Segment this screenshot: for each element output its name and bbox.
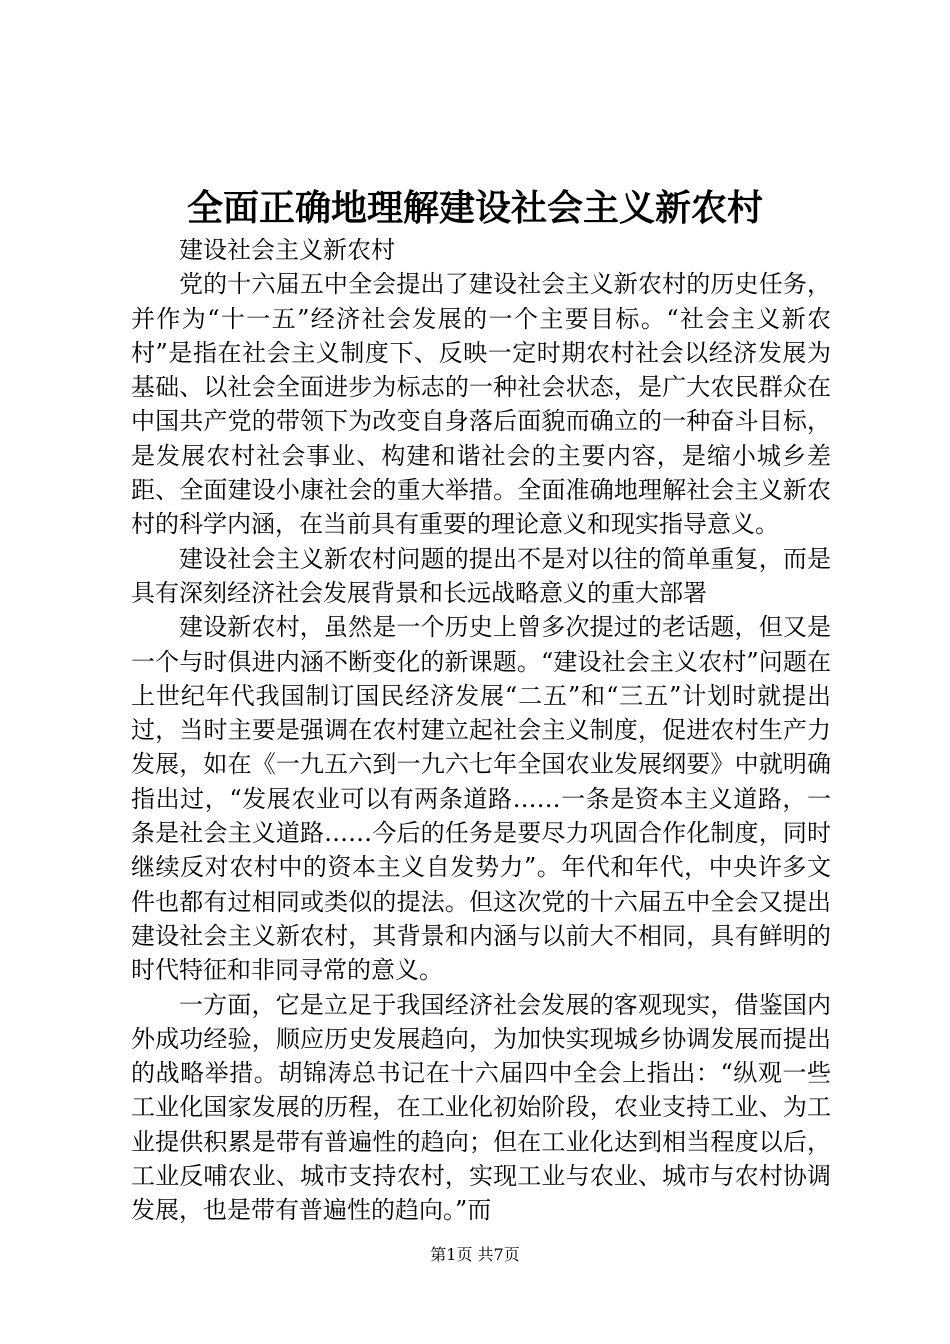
paragraph: 党的十六届五中全会提出了建设社会主义新农村的历史任务，并作为“十一五”经济社会发展的一个主要目标。“社会主义新农村”是指在社会主义制度下、反映一定时期农村社会以经济发展为基础、以社会全面进步为标志的一种社会状态，是广大农民群众在中国共产党的带领下为改变自身落后面貌而确立的一种奋斗目标，是发展农村社会事业、构建和谐社会的主要内容，是缩小城乡差距、全面建设小康社会的重大举措。全面准确地理解社会主义新农村的科学内涵，在当前具有重要的理论意义和现实指导意义。: [131, 270, 831, 539]
paragraph-subtitle: 建设社会主义新农村: [179, 236, 395, 264]
paragraph: 一方面，它是立足于我国经济社会发展的客观现实，借鉴国内外成功经验，顺应历史发展趋向，为加快实现城乡协调发展而提出的战略举措。胡锦涛总书记在十六届四中全会上指出：“纵观一些工业化国家发展的历程，在工业化初始阶段，农业支持工业、为工业提供积累是带有普遍性的趋向；但在工业化达到相当程度以后，工业反哺农业、城市支持农村，实现工业与农业、城市与农村协调发展，也是带有普遍性的趋向。”而: [131, 990, 831, 1225]
paragraph: 建设新农村，虽然是一个历史上曾多次提过的老话题，但又是一个与时俱进内涵不断变化的新课题。“建设社会主义农村”问题在上世纪年代我国制订国民经济发展“二五”和“三五”计划时就提出过，当时主要是强调在农村建立起社会主义制度，促进农村生产力发展，如在《一九五六到一九六七年全国农业发展纲要》中就明确指出过，“发展农业可以有两条道路……一条是资本主义道路，一条是社会主义道路……今后的任务是要尽力巩固合作化制度，同时继续反对农村中的资本主义自发势力”。年代和年代，中央许多文件也都有过相同或类似的提法。但这次党的十六届五中全会又提出建设社会主义新农村，其背景和内涵与以前大不相同，具有鲜明的时代特征和非同寻常的意义。: [131, 613, 831, 985]
paragraph: 建设社会主义新农村问题的提出不是对以往的简单重复，而是具有深刻经济社会发展背景和长远战略意义的重大部署: [131, 544, 831, 607]
document-body: [131, 233, 831, 1228]
document-title: 全面正确地理解建设社会主义新农村: [186, 187, 763, 229]
page-footer: 第1页 共7页: [430, 1245, 520, 1264]
